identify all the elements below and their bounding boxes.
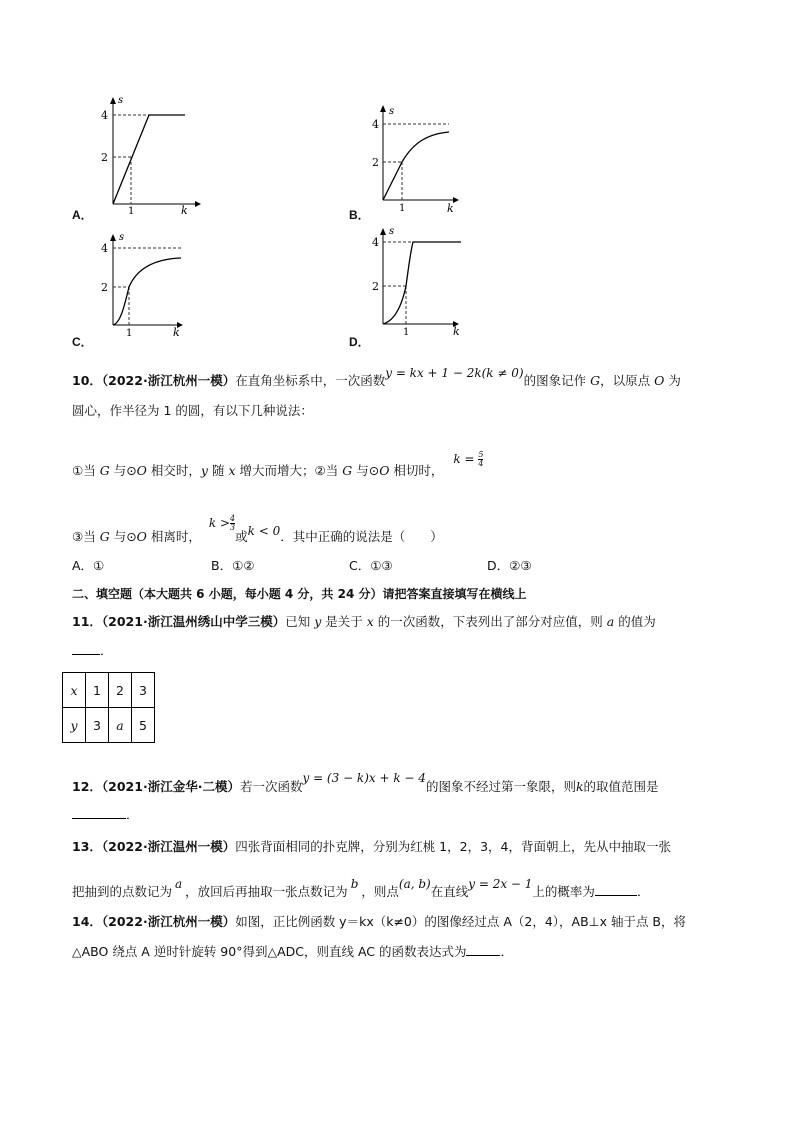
x-axis-label: k — [447, 202, 454, 215]
num: 4 — [230, 514, 236, 523]
curve — [113, 115, 185, 204]
tick-4: 4 — [372, 236, 379, 249]
tick-4: 4 — [101, 109, 108, 122]
graph-c — [95, 228, 205, 343]
table-cell: 1 — [86, 673, 109, 708]
y: y — [200, 463, 208, 478]
end: ． — [126, 807, 139, 822]
graph-a — [95, 92, 205, 222]
s1d: 随 — [211, 463, 225, 478]
s3c: ．其中正确的说法是（ ） — [280, 529, 443, 544]
answer-blank[interactable] — [595, 883, 637, 896]
s3: ③当 — [72, 529, 96, 544]
k-eq-text: k = — [453, 452, 475, 466]
s1c: 相交时， — [150, 463, 201, 478]
curve — [383, 242, 461, 324]
y-arrow — [380, 105, 386, 112]
q10-statement3 — [72, 514, 443, 546]
q11-source: （2021·浙江温州绣山中学三模） — [101, 614, 286, 629]
graph-b — [365, 100, 475, 225]
num: 5 — [478, 450, 484, 459]
q13-line2 — [72, 877, 650, 900]
s1b2: 与⊙ — [356, 463, 380, 478]
table-cell: a — [109, 708, 132, 743]
q14-text-1: 如图，正比例函数 y＝kx（k≠0）的图像经过点 A（2，4），AB⊥x 轴于点 B，将 — [235, 914, 686, 929]
k-gt-text: k > — [208, 516, 231, 530]
q10-option-a: A．① — [72, 558, 105, 573]
o3: O — [136, 529, 147, 544]
q12-formula: y = (3 − k)x + k − 4 — [302, 771, 426, 785]
q14-text-2: △ABO 绕点 A 逆时针旋转 90°得到△ADC，则直线 AC 的函数表达式为 — [72, 944, 467, 959]
q10-formula: y = kx + 1 − 2k(k ≠ 0) — [385, 366, 524, 380]
q13-number: 13． — [72, 839, 102, 854]
q14-line1 — [72, 912, 686, 930]
frac-5-4 — [478, 451, 483, 468]
graph-b-svg — [365, 100, 475, 225]
end: ． — [636, 884, 650, 899]
x-axis-label: k — [181, 204, 188, 217]
q12-number: 12． — [72, 779, 102, 794]
curve — [383, 132, 449, 200]
a: a — [175, 877, 183, 891]
graph-d-svg — [365, 222, 475, 342]
answer-blank[interactable] — [72, 642, 100, 655]
y-axis-label: s — [118, 95, 124, 106]
q13-text-c: ，则点 — [361, 884, 399, 899]
q13-source: （2022·浙江温州一模） — [101, 839, 236, 854]
q11-line1 — [72, 612, 656, 630]
table-cell: 5 — [132, 708, 155, 743]
tick-2: 2 — [101, 151, 108, 164]
tick-1: 1 — [399, 203, 406, 214]
frac-4-3 — [230, 515, 235, 532]
x-axis-label: k — [173, 326, 180, 339]
y-axis-label: s — [389, 106, 395, 117]
table-cell: x — [63, 673, 86, 708]
q11-text-a: 已知 — [285, 614, 311, 629]
option-d-label: D． — [349, 335, 370, 349]
y-arrow — [110, 234, 116, 241]
curve — [113, 258, 181, 325]
q10-text-d: 为 — [668, 373, 681, 388]
option-b-label: B． — [349, 208, 370, 222]
q11-text-d: 的值为 — [618, 614, 656, 629]
q14-number: 14． — [72, 914, 102, 929]
option-c-label: C． — [72, 335, 93, 349]
k-lt: k < 0 — [247, 524, 281, 538]
graph-d — [365, 222, 475, 342]
g: G — [99, 463, 110, 478]
q14-line2 — [72, 942, 513, 960]
q12-blank-line — [72, 805, 139, 823]
b: b — [350, 877, 359, 891]
q13-text-a: 把抽到的点数记为 — [72, 884, 173, 899]
table-row — [63, 708, 155, 743]
q12-text-a: 若一次函数 — [239, 779, 303, 794]
end: ． — [100, 643, 113, 658]
o2: O — [379, 463, 390, 478]
q13-text-d: 在直线 — [430, 884, 469, 899]
q11-text-c: 的一次函数，下表列出了部分对应值，则 — [377, 614, 603, 629]
q11-number: 11． — [72, 614, 102, 629]
k-gt — [209, 516, 235, 530]
g2: G — [342, 463, 353, 478]
q12-text-b: 的图象不经过第一象限，则 — [425, 779, 576, 794]
q10-option-b: B．①② — [211, 558, 255, 573]
q10-statement1 — [72, 450, 484, 480]
den: 3 — [230, 523, 236, 532]
y: y — [314, 614, 322, 629]
a: a — [606, 614, 615, 629]
x-axis-label: k — [453, 325, 460, 338]
q10-line2: 圆心，作半径为 1 的圆，有以下几种说法： — [72, 403, 313, 418]
s1b: 与⊙ — [113, 463, 137, 478]
table-cell: y — [63, 708, 86, 743]
tick-2: 2 — [372, 280, 379, 293]
g3: G — [99, 529, 110, 544]
q10-option-c: C．①③ — [349, 558, 393, 573]
table-cell: 2 — [109, 673, 132, 708]
y-axis-label: s — [389, 226, 395, 237]
s1e: 增大而增大；②当 — [239, 463, 339, 478]
q13-text-b: ，放回后再抽取一张点数记为 — [185, 884, 348, 899]
line-eq: y = 2x − 1 — [468, 877, 533, 891]
section-heading: 二、填空题（本大题共 6 小题，每小题 4 分，共 24 分）请把答案直接填写在横线上 — [72, 587, 527, 601]
s3b: 相离时， — [150, 529, 201, 544]
answer-blank[interactable] — [72, 806, 126, 819]
o: O — [136, 463, 147, 478]
s1f: 相切时， — [393, 463, 444, 478]
q13-text-e: 上的概率为 — [532, 884, 595, 899]
q10-text-c: ，以原点 — [600, 373, 651, 388]
point: (a, b) — [398, 877, 431, 891]
q10-g: G — [590, 373, 601, 388]
q10-source: （2022·浙江杭州一模） — [101, 373, 236, 388]
graph-a-svg — [95, 92, 205, 222]
k-eq — [453, 452, 483, 466]
q10-line1 — [72, 366, 681, 389]
x-arrow — [453, 197, 459, 203]
tick-1: 1 — [403, 327, 410, 338]
tick-4: 4 — [101, 242, 108, 255]
q11-text-b: 是关于 — [325, 614, 363, 629]
q10-o: O — [654, 373, 665, 388]
answer-blank[interactable] — [466, 943, 500, 956]
q13-text: 四张背面相同的扑克牌，分别为红桃 1，2，3，4，背面朝上，先从中抽取一张 — [235, 839, 671, 854]
y-axis-label: s — [119, 232, 125, 243]
tick-1: 1 — [126, 328, 133, 339]
q13-line1 — [72, 837, 671, 855]
table-cell: 3 — [132, 673, 155, 708]
x: x — [228, 463, 236, 478]
tick-2: 2 — [372, 156, 379, 169]
y-arrow — [380, 228, 386, 235]
tick-1: 1 — [128, 206, 135, 217]
q12-text-c: 的取值范围是 — [583, 779, 659, 794]
table-cell: 3 — [86, 708, 109, 743]
x: x — [366, 614, 374, 629]
x-arrow — [195, 201, 201, 207]
tick-2: 2 — [101, 281, 108, 294]
q11-blank-line — [72, 641, 113, 659]
q10-number: 10． — [72, 373, 102, 388]
option-a-label: A． — [72, 208, 93, 222]
tick-4: 4 — [372, 118, 379, 131]
graph-c-svg — [95, 228, 205, 343]
q11-table — [62, 672, 155, 743]
end: ． — [500, 944, 513, 959]
s3b-o: 与⊙ — [113, 529, 137, 544]
q12-source: （2021·浙江金华·二模） — [101, 779, 240, 794]
q10-option-d: D．②③ — [487, 558, 532, 573]
q10-text-a: 在直角坐标系中，一次函数 — [235, 373, 386, 388]
y-arrow — [110, 97, 116, 104]
q14-source: （2022·浙江杭州一模） — [101, 914, 236, 929]
den: 4 — [478, 459, 484, 468]
or: 或 — [235, 529, 248, 544]
k: k — [575, 779, 584, 794]
table-row — [63, 673, 155, 708]
q12-line1 — [72, 771, 659, 795]
s1: ①当 — [72, 463, 96, 478]
q10-text-b: 的图象记作 — [523, 373, 587, 388]
